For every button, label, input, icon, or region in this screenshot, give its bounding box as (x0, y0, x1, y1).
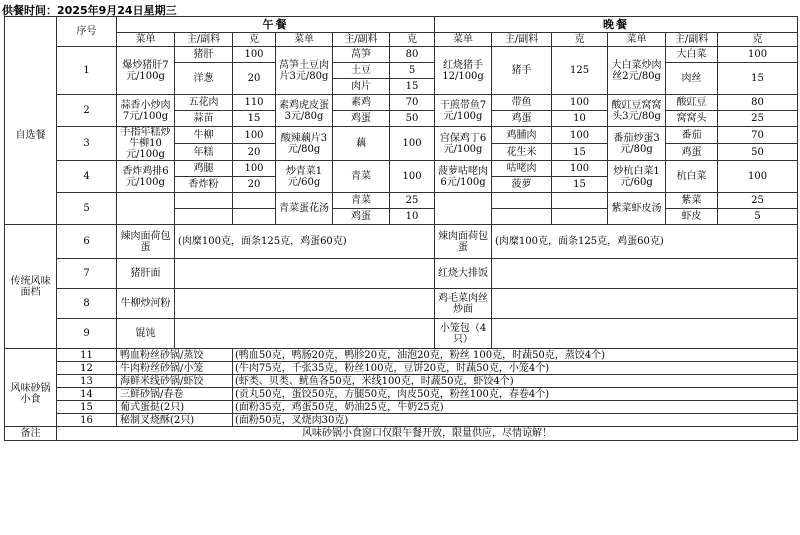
dish-name: 青菜蛋花汤 (276, 193, 333, 225)
ingredient-name: 鸡蛋 (333, 209, 390, 225)
dish-name: 干煎带鱼7元/100g (435, 95, 492, 127)
flavor-detail: (鸭血50克，鸭肠20克，鸭胗20克，油泡20克，粉丝 100克，时蔬50克，蒸饺4个) (233, 349, 798, 362)
dish-name: 紫菜虾皮汤 (608, 193, 666, 225)
ingredient-name: 猪肝 (175, 47, 233, 63)
dish-name: 红烧猪手12/100g (435, 47, 492, 95)
lunch-noodle-detail (175, 259, 435, 289)
ingredient-gram: 25 (718, 193, 798, 209)
ingredient-gram: 100 (233, 47, 276, 63)
ingredient-gram: 15 (552, 144, 608, 161)
dish-name: 菠萝咕咾肉6元/100g (435, 161, 492, 193)
ingredient-gram: 5 (718, 209, 798, 225)
row-seq: 3 (57, 127, 117, 161)
note-label: 备注 (5, 427, 57, 441)
col-dish: 菜单 (117, 33, 175, 47)
ingredient-gram: 20 (233, 144, 276, 161)
col-ingredient: 主/副料 (492, 33, 552, 47)
ingredient-name: 藕 (333, 127, 390, 161)
dinner-noodle-detail (492, 319, 798, 349)
flavor-item: 牛肉粉丝砂锅/小笼 (117, 362, 233, 375)
ingredient-gram: 80 (390, 47, 435, 63)
ingredient-gram: 100 (718, 161, 798, 193)
ingredient-name: 鸡蛋 (333, 111, 390, 127)
dish-name: 爆炒猪肝7元/100g (117, 47, 175, 95)
note-text: 风味砂锅小食窗口仅限午餐开放，限量供应，尽情谅解！ (57, 427, 798, 441)
ingredient-name: 鸡蛋 (666, 144, 718, 161)
dish-name: 香炸鸡排6元/100g (117, 161, 175, 193)
ingredient-name: 大白菜 (666, 47, 718, 63)
ingredient-gram: 100 (718, 47, 798, 63)
ingredient-name: 洋葱 (175, 63, 233, 95)
dish-name: 大白菜炒肉丝2元/80g (608, 47, 666, 95)
menu-table (4, 16, 798, 441)
col-dish: 菜单 (435, 33, 492, 47)
ingredient-gram: 110 (233, 95, 276, 111)
ingredient-name: 带鱼 (492, 95, 552, 111)
ingredient-name: 番茄 (666, 127, 718, 144)
dinner-noodle-detail (492, 289, 798, 319)
ingredient-name: 素鸡 (333, 95, 390, 111)
lunch-title: 午餐 (117, 17, 435, 33)
dish-name: 炒杭白菜1元/60g (608, 161, 666, 193)
ingredient-gram: 15 (718, 63, 798, 95)
row-seq: 8 (57, 289, 117, 319)
ingredient-name: 杭白菜 (666, 161, 718, 193)
col-ingredient: 主/副料 (333, 33, 390, 47)
category-traditional: 传统风味面档 (5, 225, 57, 349)
ingredient-gram: 25 (390, 193, 435, 209)
ingredient-gram: 25 (718, 111, 798, 127)
dish-name: 宫保鸡丁6元/100g (435, 127, 492, 161)
col-ingredient: 主/副料 (666, 33, 718, 47)
ingredient-gram: 15 (552, 177, 608, 193)
dinner-noodle: 辣肉面荷包蛋 (435, 225, 492, 259)
ingredient-gram: 100 (390, 127, 435, 161)
row-seq: 7 (57, 259, 117, 289)
row-seq: 11 (57, 349, 117, 362)
dish-name: 蒜香小炒肉7元/100g (117, 95, 175, 127)
dish-name: 番茄炒蛋3元/80g (608, 127, 666, 161)
ingredient-gram: 70 (718, 127, 798, 144)
ingredient-name: 青菜 (333, 161, 390, 193)
lunch-noodle: 辣肉面荷包蛋 (117, 225, 175, 259)
ingredient-gram: 70 (390, 95, 435, 111)
flavor-detail: (面粉50克，叉烧肉30克) (233, 414, 798, 427)
row-seq: 5 (57, 193, 117, 225)
ingredient-gram: 50 (390, 111, 435, 127)
category-flavor: 风味砂锅小食 (5, 362, 57, 427)
ingredient-gram: 100 (552, 95, 608, 111)
lunch-noodle: 猪肝面 (117, 259, 175, 289)
ingredient-name: 菠萝 (492, 177, 552, 193)
ingredient-gram: 15 (233, 111, 276, 127)
dish-name (435, 193, 492, 225)
ingredient-name: 鸡蛋 (492, 111, 552, 127)
dinner-noodle: 红烧大排饭 (435, 259, 492, 289)
dinner-noodle-detail: (肉糜100克，面条125克，鸡蛋60克) (492, 225, 798, 259)
dish-name: 莴笋土豆肉片3元/80g (276, 47, 333, 95)
flavor-detail: (面粉35克，鸡蛋50克，奶油25克，牛奶25克) (233, 401, 798, 414)
ingredient-gram: 100 (233, 161, 276, 177)
ingredient-gram: 10 (552, 111, 608, 127)
row-seq: 16 (57, 414, 117, 427)
lunch-noodle-detail (175, 289, 435, 319)
flavor-item: 葡式蛋挞(2只) (117, 401, 233, 414)
dish-name: 手指年糕炒牛柳10元/100g (117, 127, 175, 161)
col-dish: 菜单 (608, 33, 666, 47)
flavor-detail: (贡丸50克，蛋饺50克，方腿50克，肉皮50克，粉丝100克，春卷4个) (233, 388, 798, 401)
ingredient-gram: 80 (718, 95, 798, 111)
ingredient-name: 鸡腿 (175, 161, 233, 177)
ingredient-name: 青菜 (333, 193, 390, 209)
dinner-title: 晚餐 (435, 17, 798, 33)
flavor-item: 海鲜米线砂锅/虾饺 (117, 375, 233, 388)
ingredient-name: 莴笋 (333, 47, 390, 63)
col-dish: 菜单 (276, 33, 333, 47)
row-seq: 12 (57, 362, 117, 375)
serving-date-header: 供餐时间：2025年9月24日星期三 (2, 4, 177, 17)
ingredient-name: 土豆 (333, 63, 390, 79)
dish-name: 素鸡虎皮蛋3元/80g (276, 95, 333, 127)
ingredient-gram: 100 (390, 161, 435, 193)
flavor-item: 鸭血粉丝砂锅/蒸饺 (117, 349, 233, 362)
dish-name: 炒青菜1元/60g (276, 161, 333, 193)
ingredient-name: 年糕 (175, 144, 233, 161)
dinner-noodle: 鸡毛菜肉丝炒面 (435, 289, 492, 319)
ingredient-name: 花生米 (492, 144, 552, 161)
flavor-item: 三鲜砂锅/春卷 (117, 388, 233, 401)
category-self: 自选餐 (5, 47, 57, 225)
ingredient-gram: 10 (390, 209, 435, 225)
ingredient-gram: 125 (552, 47, 608, 95)
row-seq: 15 (57, 401, 117, 414)
col-gram: 克 (233, 33, 276, 47)
ingredient-gram: 5 (390, 63, 435, 79)
row-seq: 1 (57, 47, 117, 95)
lunch-noodle-detail: (肉糜100克，面条125克，鸡蛋60克) (175, 225, 435, 259)
ingredient-gram: 20 (233, 63, 276, 95)
ingredient-gram: 100 (552, 127, 608, 144)
dish-name: 酸豇豆窝窝头3元/80g (608, 95, 666, 127)
col-ingredient: 主/副料 (175, 33, 233, 47)
lunch-noodle: 牛柳炒河粉 (117, 289, 175, 319)
col-gram: 克 (718, 33, 798, 47)
ingredient-name: 肉丝 (666, 63, 718, 95)
ingredient-name: 咕咾肉 (492, 161, 552, 177)
ingredient-gram: 100 (552, 161, 608, 177)
col-gram: 克 (390, 33, 435, 47)
row-seq: 14 (57, 388, 117, 401)
dinner-noodle: 小笼包（4只） (435, 319, 492, 349)
ingredient-name: 五花肉 (175, 95, 233, 111)
ingredient-gram: 100 (233, 127, 276, 144)
ingredient-gram: 50 (718, 144, 798, 161)
ingredient-name: 香炸粉 (175, 177, 233, 193)
ingredient-name: 紫菜 (666, 193, 718, 209)
ingredient-gram: 20 (233, 177, 276, 193)
ingredient-name: 窝窝头 (666, 111, 718, 127)
flavor-detail: (牛肉75克，千张35克，粉丝100克，豆饼20克，时蔬50克，小笼4个) (233, 362, 798, 375)
ingredient-name: 蒜苗 (175, 111, 233, 127)
ingredient-name: 猪手 (492, 47, 552, 95)
col-gram: 克 (552, 33, 608, 47)
row-seq: 4 (57, 161, 117, 193)
ingredient-name: 虾皮 (666, 209, 718, 225)
ingredient-gram: 15 (390, 79, 435, 95)
ingredient-name: 肉片 (333, 79, 390, 95)
ingredient-name: 酸豇豆 (666, 95, 718, 111)
lunch-noodle-detail (175, 319, 435, 349)
dish-name: 酸辣藕片3元/80g (276, 127, 333, 161)
dinner-noodle-detail (492, 259, 798, 289)
row-seq: 6 (57, 225, 117, 259)
ingredient-name: 牛柳 (175, 127, 233, 144)
dish-name (117, 193, 175, 225)
col-seq: 序号 (57, 17, 117, 47)
ingredient-name: 鸡脯肉 (492, 127, 552, 144)
lunch-noodle: 馄饨 (117, 319, 175, 349)
row-seq: 9 (57, 319, 117, 349)
row-seq: 13 (57, 375, 117, 388)
flavor-item: 秘制叉烧酥(2只) (117, 414, 233, 427)
flavor-detail: (虾类、贝类、鱿鱼各50克，米线100克，时蔬50克，虾饺4个) (233, 375, 798, 388)
row-seq: 2 (57, 95, 117, 127)
